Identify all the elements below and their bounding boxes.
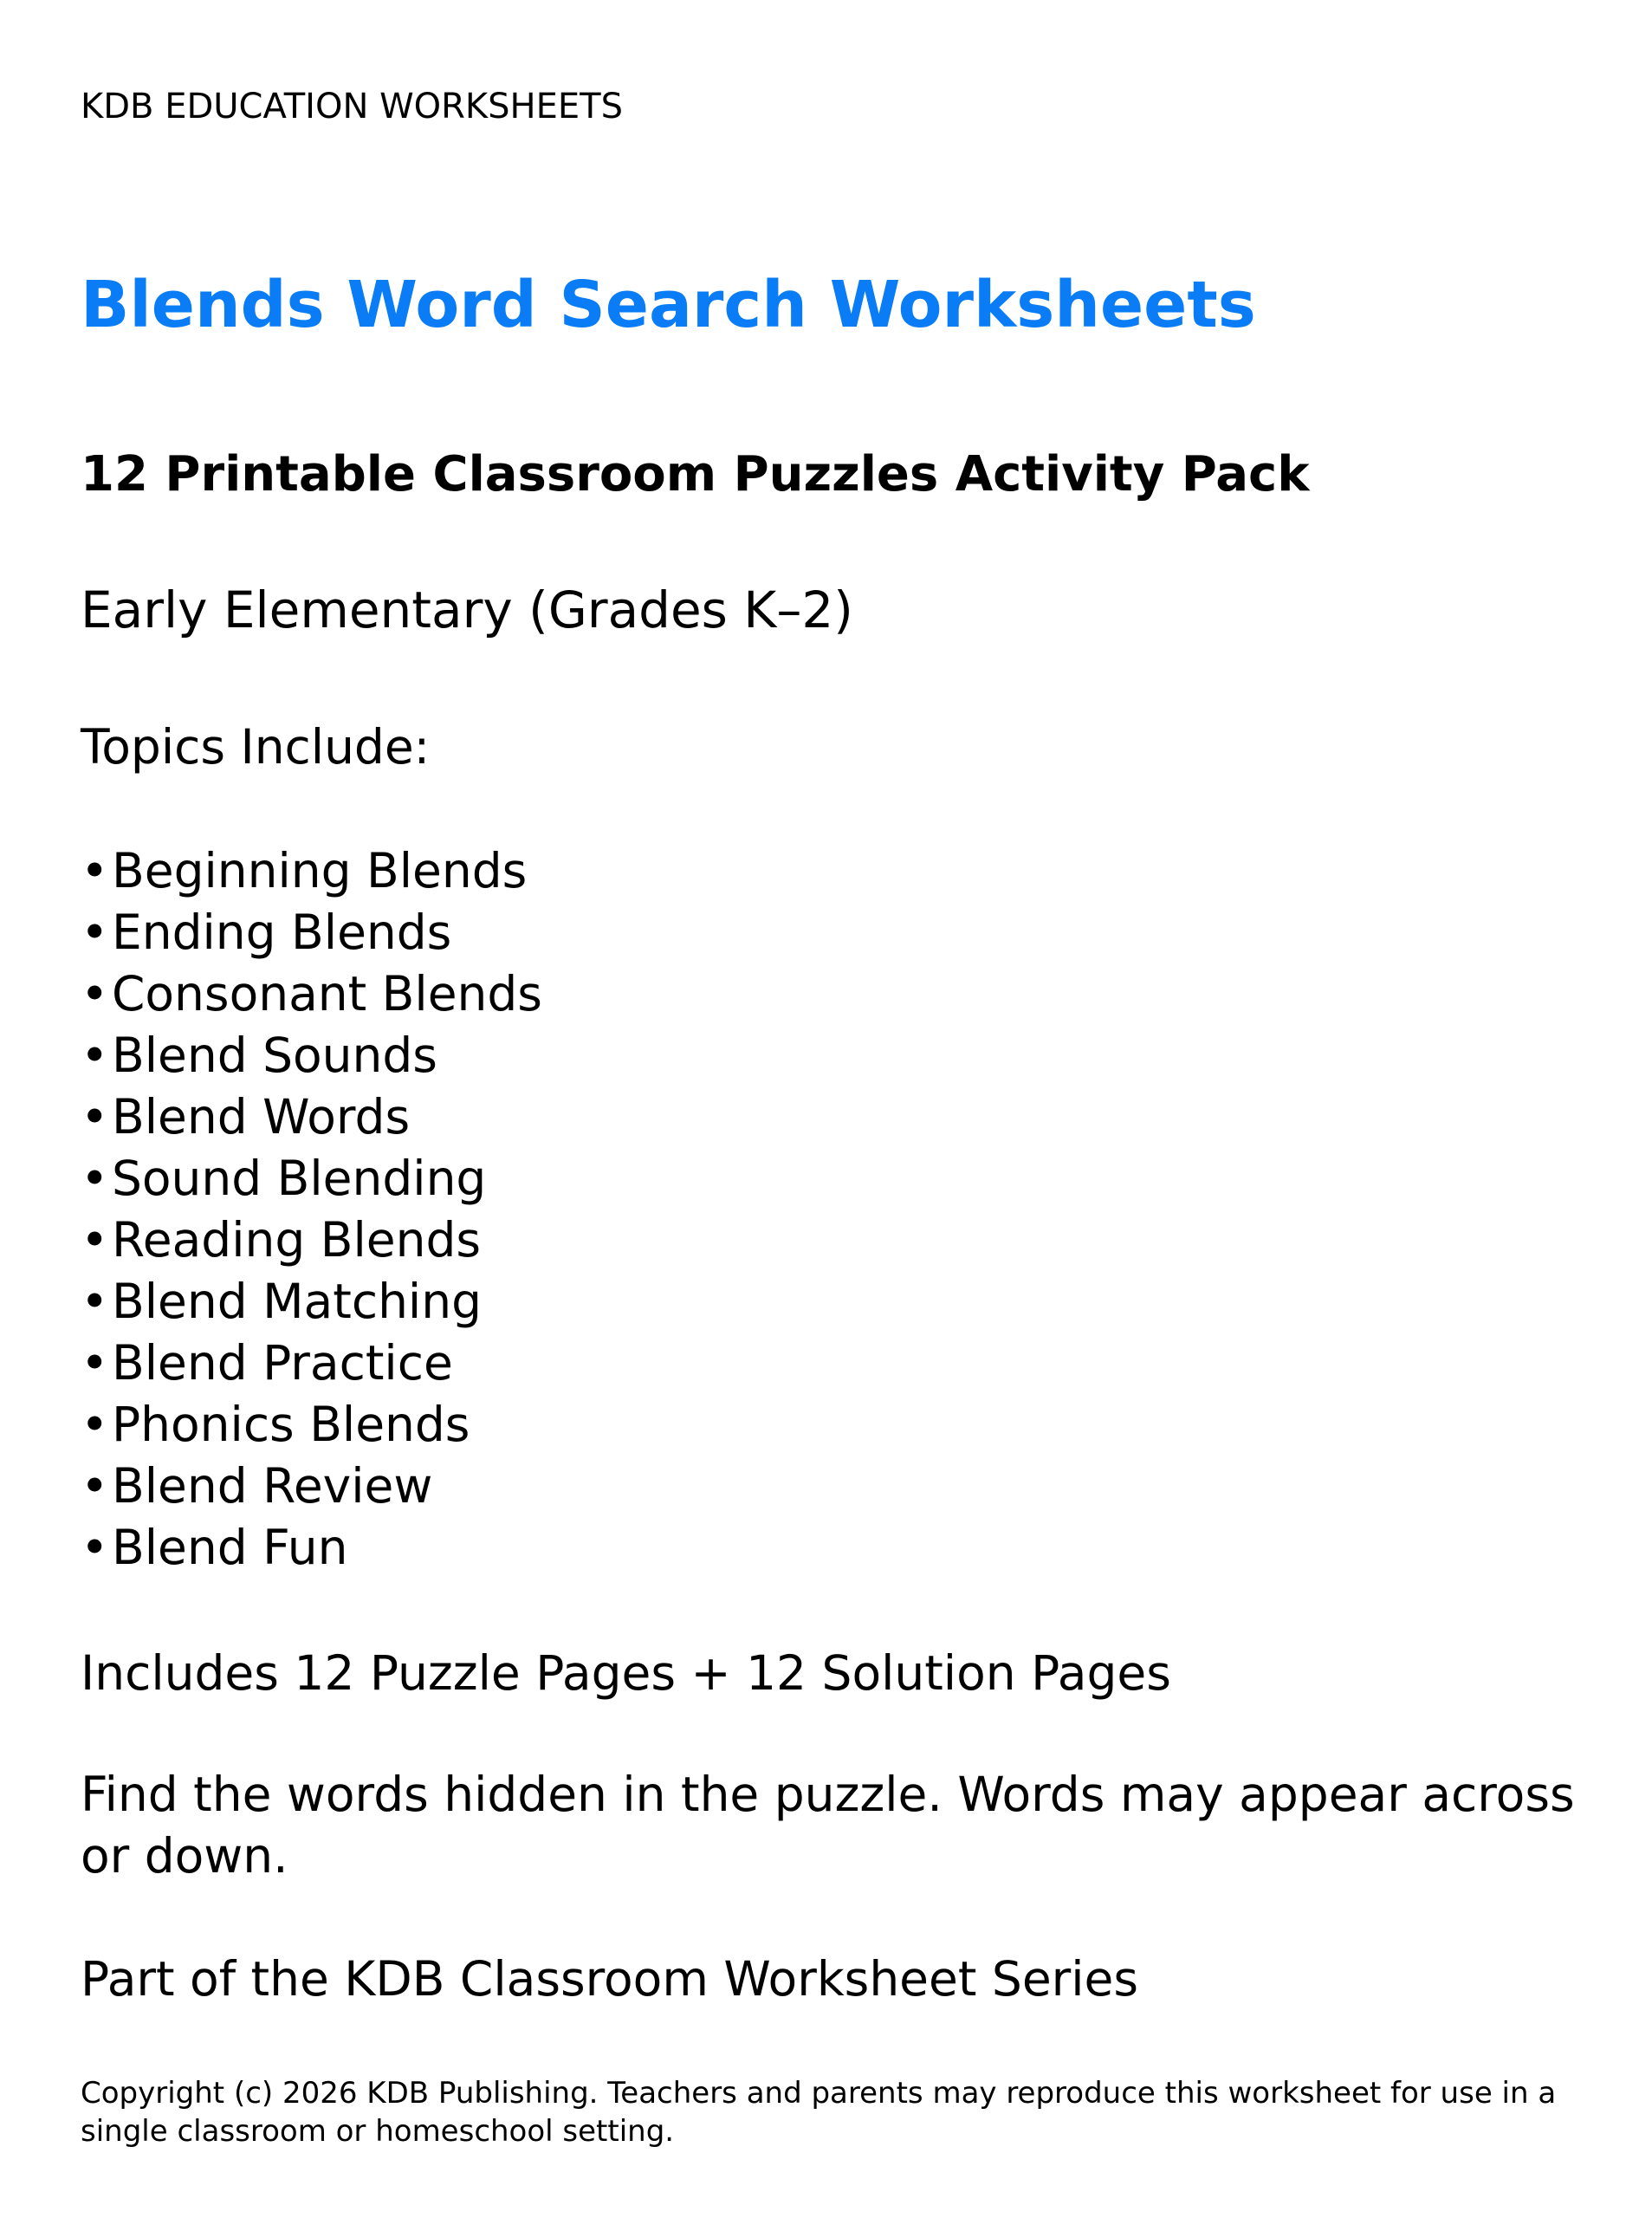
topic-item (81, 840, 542, 902)
bullet-icon: • (81, 843, 109, 898)
topic-item (81, 1517, 542, 1579)
bullet-icon: • (81, 1335, 109, 1391)
instructions-text: Find the words hidden in the puzzle. Words may appear across or down. (81, 1767, 1575, 1884)
topic-label: Blend Matching (112, 1274, 482, 1329)
topic-item (81, 902, 542, 963)
topics-heading: Topics Include: (81, 719, 431, 775)
bullet-icon: • (81, 966, 109, 1021)
topic-label: Reading Blends (112, 1212, 482, 1268)
bullet-icon: • (81, 1212, 109, 1268)
bullet-icon: • (81, 905, 109, 960)
topic-label: Sound Blending (112, 1151, 487, 1206)
topic-label: Blend Fun (112, 1520, 348, 1575)
page-subtitle: 12 Printable Classroom Puzzles Activity Pack (81, 446, 1310, 503)
topic-item (81, 1210, 542, 1271)
series-text: Part of the KDB Classroom Worksheet Series (81, 1951, 1139, 2007)
topic-item (81, 1086, 542, 1148)
topic-item (81, 1394, 542, 1456)
topic-item (81, 1025, 542, 1086)
bullet-icon: • (81, 1458, 109, 1514)
includes-text: Includes 12 Puzzle Pages + 12 Solution Pages (81, 1645, 1171, 1701)
bullet-icon: • (81, 1397, 109, 1452)
topic-item (81, 1333, 542, 1394)
topic-label: Consonant Blends (112, 966, 542, 1021)
page-title: Blends Word Search Worksheets (81, 268, 1256, 342)
grade-level: Early Elementary (Grades K–2) (81, 580, 853, 639)
topic-item (81, 1271, 542, 1333)
bullet-icon: • (81, 1151, 109, 1206)
worksheet-cover-page (81, 0, 1605, 2218)
topic-label: Ending Blends (112, 905, 452, 960)
topic-item (81, 1148, 542, 1210)
topic-label: Blend Practice (112, 1335, 453, 1391)
topic-list (81, 840, 542, 1579)
bullet-icon: • (81, 1274, 109, 1329)
bullet-icon: • (81, 1028, 109, 1083)
copyright-notice: Copyright (c) 2026 KDB Publishing. Teachers and parents may reproduce this worksheet for use in a single classroom or homeschool setting. (81, 2076, 1557, 2149)
topic-label: Beginning Blends (112, 843, 528, 898)
topic-item (81, 963, 542, 1025)
topic-label: Blend Review (112, 1458, 433, 1514)
bullet-icon: • (81, 1089, 109, 1145)
topic-label: Phonics Blends (112, 1397, 470, 1452)
topic-label: Blend Sounds (112, 1028, 437, 1083)
topic-item (81, 1456, 542, 1517)
topic-label: Blend Words (112, 1089, 411, 1145)
publisher-label: KDB EDUCATION WORKSHEETS (81, 87, 623, 126)
bullet-icon: • (81, 1520, 109, 1575)
